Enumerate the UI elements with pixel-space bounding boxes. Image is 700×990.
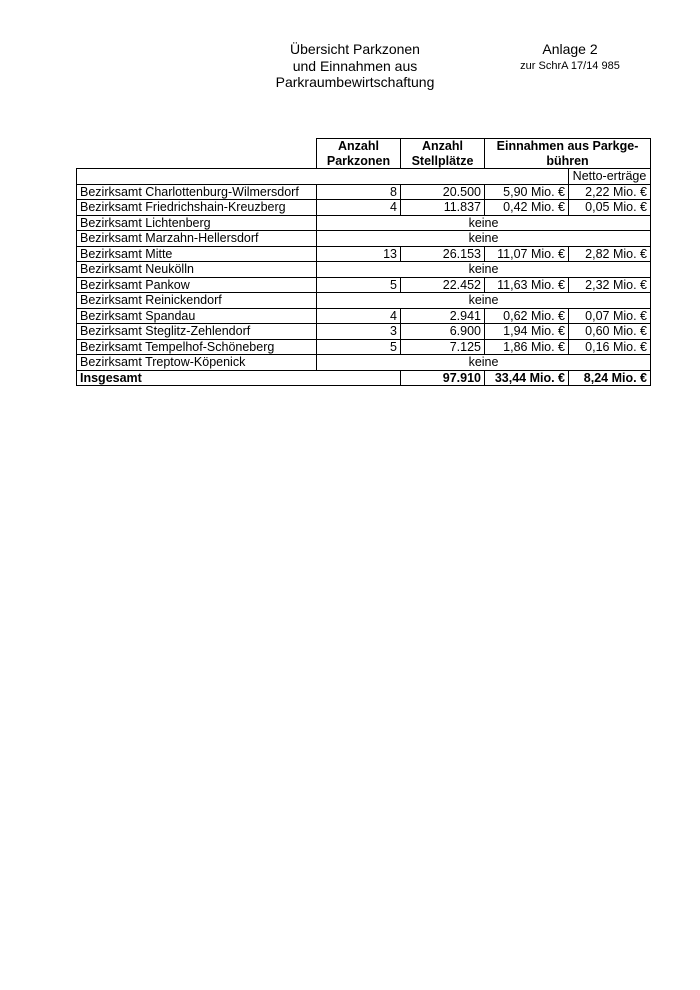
revenue-cell: 11,07 Mio. €	[485, 246, 569, 262]
total-revenue-cell: 33,44 Mio. €	[485, 370, 569, 386]
revenue-cell: 5,90 Mio. €	[485, 184, 569, 200]
district-cell: Bezirksamt Tempelhof-Schöneberg	[77, 339, 317, 355]
spaces-cell: 11.837	[401, 200, 485, 216]
spaces-cell: 6.900	[401, 324, 485, 340]
header-nettoertraege: Netto-erträge	[569, 169, 651, 185]
title-line-2: und Einnahmen aus	[292, 57, 418, 74]
none-cell: keine	[317, 231, 651, 247]
net-revenue-cell: 0,05 Mio. €	[569, 200, 651, 216]
spaces-cell: 26.153	[401, 246, 485, 262]
table-row	[77, 184, 651, 200]
district-cell: Bezirksamt Marzahn-Hellersdorf	[77, 231, 317, 247]
table-row	[77, 215, 651, 231]
table-row	[77, 277, 651, 293]
district-cell: Bezirksamt Neukölln	[77, 262, 317, 278]
district-cell: Bezirksamt Reinickendorf	[77, 293, 317, 309]
table-body	[77, 184, 651, 386]
zones-cell: 13	[317, 246, 401, 262]
table-row	[77, 262, 651, 278]
none-cell: keine	[317, 215, 651, 231]
revenue-cell: 11,63 Mio. €	[485, 277, 569, 293]
district-cell: Bezirksamt Pankow	[77, 277, 317, 293]
zones-cell: 4	[317, 200, 401, 216]
table-row	[77, 308, 651, 324]
net-revenue-cell: 0,60 Mio. €	[569, 324, 651, 340]
table-row	[77, 200, 651, 216]
revenue-cell: 0,42 Mio. €	[485, 200, 569, 216]
zones-cell: 5	[317, 277, 401, 293]
table-row	[77, 231, 651, 247]
total-net-revenue-cell: 8,24 Mio. €	[569, 370, 651, 386]
zones-cell: 3	[317, 324, 401, 340]
spaces-cell: 20.500	[401, 184, 485, 200]
district-cell: Bezirksamt Steglitz-Zehlendorf	[77, 324, 317, 340]
subheader-blank-cell	[77, 169, 569, 185]
net-revenue-cell: 2,22 Mio. €	[569, 184, 651, 200]
zones-cell: 4	[317, 308, 401, 324]
zones-cell: 5	[317, 339, 401, 355]
net-revenue-cell: 2,32 Mio. €	[569, 277, 651, 293]
title-line-1: Übersicht Parkzonen	[290, 41, 420, 57]
district-cell: Bezirksamt Lichtenberg	[77, 215, 317, 231]
net-revenue-cell: 0,07 Mio. €	[569, 308, 651, 324]
total-row	[77, 370, 651, 386]
header-stellplaetze: Anzahl Stellplätze	[401, 139, 485, 169]
annex-label: Anlage 2	[542, 41, 598, 57]
revenue-cell: 0,62 Mio. €	[485, 308, 569, 324]
spaces-cell: 2.941	[401, 308, 485, 324]
net-revenue-cell: 2,82 Mio. €	[569, 246, 651, 262]
net-revenue-cell: 0,16 Mio. €	[569, 339, 651, 355]
document-title	[245, 41, 465, 91]
table-row	[77, 324, 651, 340]
header-einnahmen: Einnahmen aus Parkge-bühren	[485, 139, 651, 169]
district-cell: Bezirksamt Mitte	[77, 246, 317, 262]
parking-zones-table	[76, 138, 651, 386]
district-cell: Bezirksamt Treptow-Köpenick	[77, 355, 317, 371]
district-cell: Bezirksamt Charlottenburg-Wilmersdorf	[77, 184, 317, 200]
annex-ref: zur SchrA 17/14 985	[520, 59, 620, 72]
none-cell: keine	[317, 262, 651, 278]
annex-reference	[520, 41, 620, 74]
spaces-cell: 22.452	[401, 277, 485, 293]
spaces-cell: 7.125	[401, 339, 485, 355]
header-parkzonen: Anzahl Parkzonen	[317, 139, 401, 169]
table-row	[77, 246, 651, 262]
total-label-cell: Insgesamt	[77, 370, 401, 386]
header-blank-cell	[77, 139, 317, 169]
none-cell: keine	[317, 355, 651, 371]
district-cell: Bezirksamt Friedrichshain-Kreuzberg	[77, 200, 317, 216]
none-cell: keine	[317, 293, 651, 309]
title-line-3: Parkraumbewirtschaftung	[275, 74, 435, 90]
revenue-cell: 1,86 Mio. €	[485, 339, 569, 355]
district-cell: Bezirksamt Spandau	[77, 308, 317, 324]
table-row	[77, 339, 651, 355]
zones-cell: 8	[317, 184, 401, 200]
revenue-cell: 1,94 Mio. €	[485, 324, 569, 340]
total-spaces-cell: 97.910	[401, 370, 485, 386]
table-row	[77, 355, 651, 371]
table-row	[77, 293, 651, 309]
